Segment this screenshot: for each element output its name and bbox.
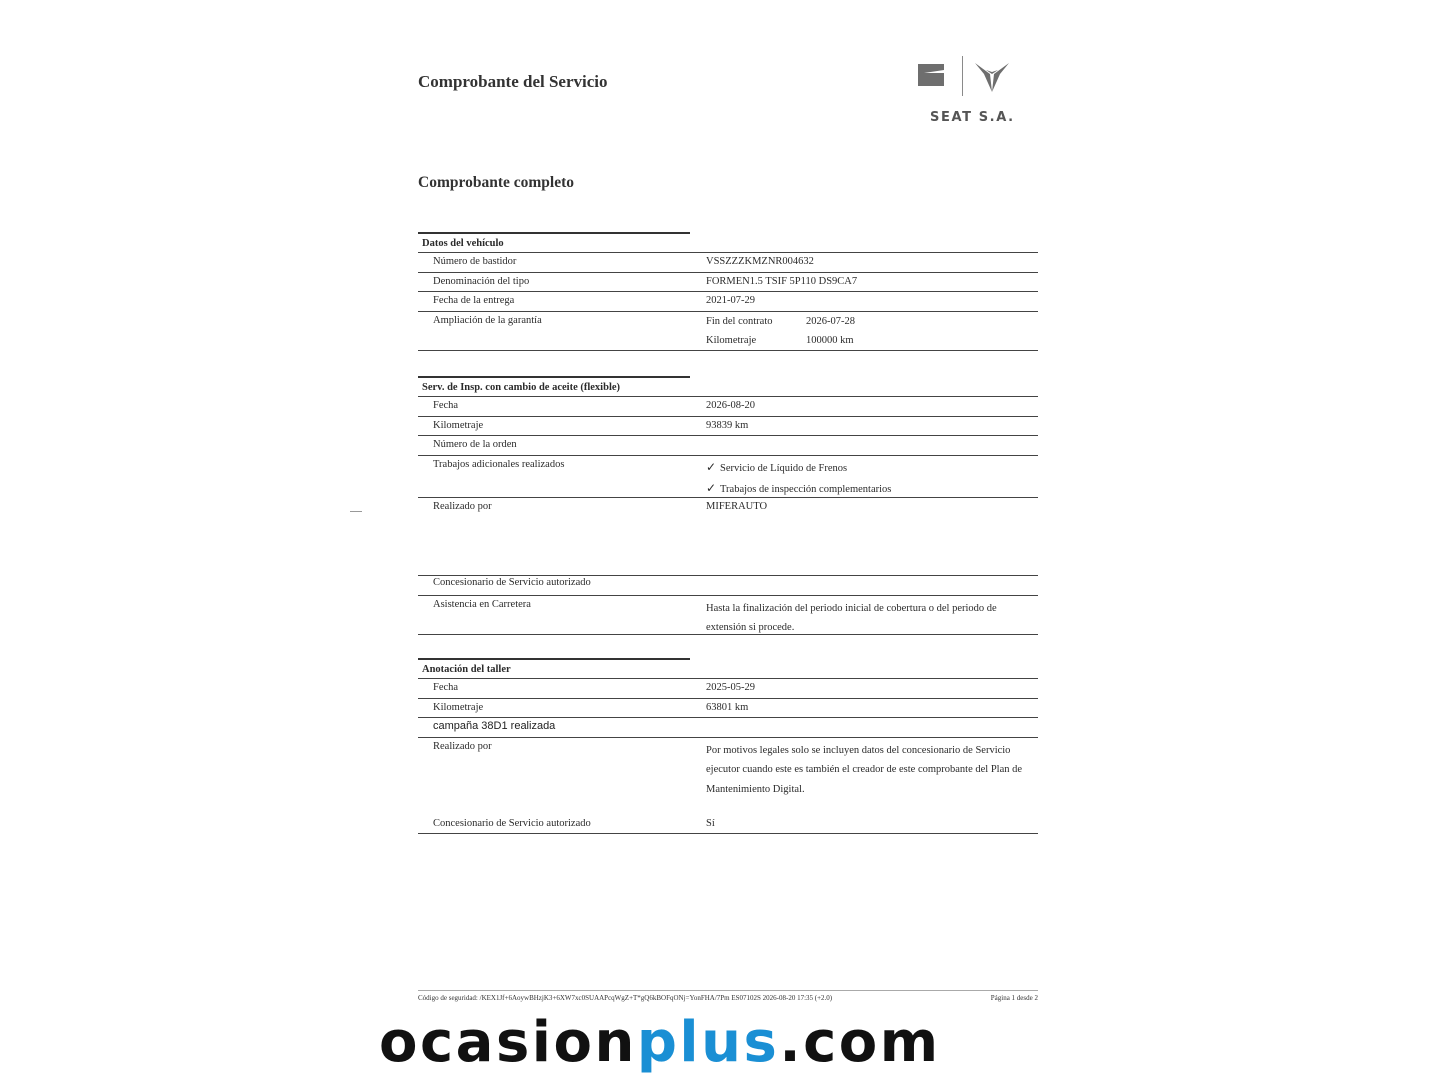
delivery-label: Fecha de la entrega [433,295,515,306]
order-number-label: Número de la orden [433,439,517,450]
contract-end-label: Fin del contrato [706,315,773,327]
section-heading: Anotación del taller [418,658,690,678]
company-name: SEAT S.A. [930,110,1015,125]
seat-cupra-logo [910,54,1020,134]
checkmark-icon: ✓ [706,459,717,474]
scan-mark [350,511,362,512]
inspection-service-section [418,376,1038,635]
workshop-date-label: Fecha [433,682,459,693]
logo-divider [962,56,963,96]
extra-work-item: ✓ Servicio de Líquido de Frenos [706,459,848,474]
roadside-assistance-label: Asistencia en Carretera [433,598,531,610]
extra-work-item: ✓ Trabajos de inspección complementarios [706,480,892,495]
vin-value: VSSZZZKMZNR004632 [706,256,814,267]
authorized-dealer-label: Concesionario de Servicio autorizado [433,576,591,588]
workshop-performed-by-value: Por motivos legales solo se incluyen datos del concesionario de Servicio ejecutor cuando este es también el creador de este comprobante del Plan de Mantenimiento Digital. [706,744,1023,795]
workshop-mileage-value: 63801 km [706,701,749,713]
workshop-performed-by-label: Realizado por [433,740,492,752]
performed-by-value: MIFERAUTO [706,500,768,512]
cupra-logo-icon [972,58,1012,98]
workshop-dealer-label: Concesionario de Servicio autorizado [433,817,591,829]
seat-logo-icon [910,60,954,100]
workshop-annotation-section [418,658,1038,834]
table-row [418,698,1038,718]
vin-label: Número de bastidor [433,256,517,267]
service-mileage-value: 93839 km [706,419,749,431]
table-row [418,311,1038,351]
warranty-mileage-value: 100000 km [806,334,854,346]
table-row [418,595,1038,635]
service-date-value: 2026-08-20 [706,400,755,411]
contract-end-value: 2026-07-28 [806,315,855,327]
table-row [418,815,1038,835]
workshop-date-value: 2025-05-29 [706,682,755,693]
warranty-mileage-label: Kilometraje [706,334,757,346]
table-row [418,435,1038,455]
security-code: Código de seguridad: /KEX1Jf+6AoywBHzjK3+6XW7xc0SUAAPcqWgZ+T*gQ6kBOFqONj=YonFHA/7Pm ES07102S 2026-08-20 17:35 (+2.0) [418,994,833,1002]
extra-work-label: Trabajos adicionales realizados [433,458,565,470]
workshop-dealer-value: Sí [706,817,715,829]
performed-by-label: Realizado por [433,500,492,512]
page-subtitle: Comprobante completo [418,174,574,191]
type-value: FORMEN1.5 TSIF 5P110 DS9CA7 [706,275,858,287]
roadside-assistance-value: Hasta la finalización del periodo inicial de cobertura o del periodo de extensión si procede. [706,602,997,633]
workshop-note: campaña 38D1 realizada [433,720,556,732]
section-heading: Datos del vehículo [418,232,690,252]
type-label: Denominación del tipo [433,275,530,287]
table-row [418,291,1038,311]
service-date-label: Fecha [433,400,459,411]
table-row [418,396,1038,416]
warranty-label: Ampliación de la garantía [433,314,542,326]
workshop-mileage-label: Kilometraje [433,701,484,713]
table-row [418,717,1038,737]
page-number: Página 1 desde 2 [990,994,1038,1002]
table-row [418,272,1038,292]
section-heading: Serv. de Insp. con cambio de aceite (flexible) [418,376,690,396]
ocasionplus-watermark [379,1008,941,1078]
table-row [418,416,1038,436]
delivery-value: 2021-07-29 [706,295,755,306]
brand-part-com: .com [779,1010,941,1075]
table-row [418,252,1038,272]
table-row [418,737,1038,815]
brand-part-plus: plus [636,1010,780,1075]
page-title: Comprobante del Servicio [418,72,608,91]
table-row [418,678,1038,698]
footer-divider [418,990,1038,991]
checkmark-icon: ✓ [706,480,717,495]
vehicle-data-section [418,232,1038,351]
table-row-spacer [418,575,1038,595]
service-mileage-label: Kilometraje [433,419,484,431]
table-row [418,455,1038,497]
brand-part-ocasion: ocasion [379,1010,637,1075]
table-row [418,497,1038,588]
